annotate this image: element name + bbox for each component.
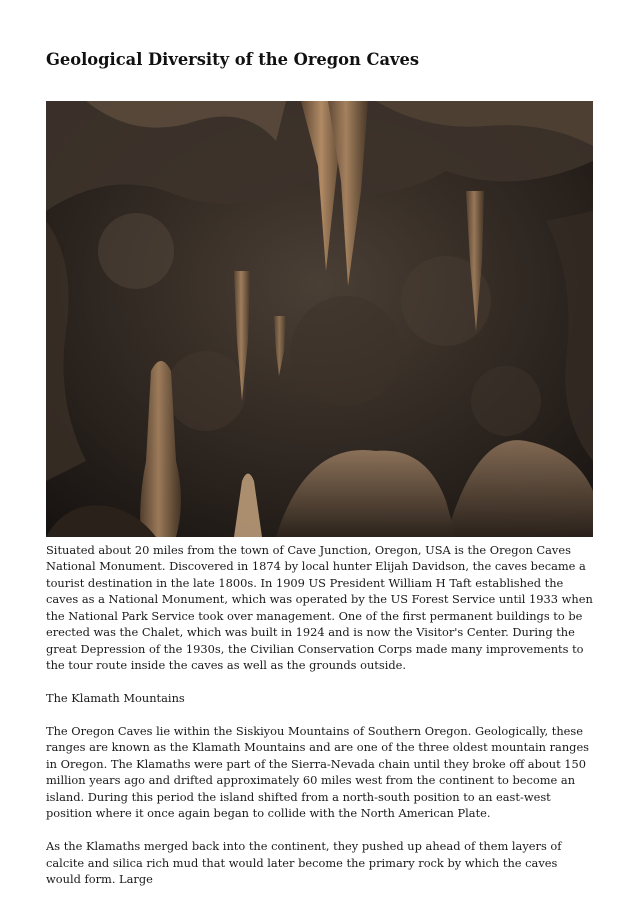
article-body	[46, 542, 594, 904]
page-title: Geological Diversity of the Oregon Caves	[46, 50, 420, 69]
paragraph-merge: As the Klamaths merged back into the continent, they pushed up ahead of them layers of calcite and silica rich mud that would later become the primary rock by which the caves would form. Large	[46, 839, 562, 887]
paragraph-intro: Situated about 20 miles from the town of Cave Junction, Oregon, USA is the Oregon Caves National Monument. Discovered in 1874 by local hunter Elijah Davidson, the caves became a tourist destination in the late 1800s. In 1909 US President William H Taft established the caves as a National Monument, which was operated by the US Forest Service until 1933 when the National Park Service took over management. One of the first permanent buildings to be erected was the Chalet, which was built in 1924 and is now the Visitor's Center. During the great Depression of the 1930s, the Civilian Conservation Corps made many improvements to the tour route inside the caves as well as the grounds outside.	[46, 543, 593, 673]
section-heading-klamath: The Klamath Mountains	[46, 691, 185, 706]
paragraph-klamath: The Oregon Caves lie within the Siskiyou Mountains of Southern Oregon. Geologically, these ranges are known as the Klamath Mountains and are one of the three oldest mountain ranges in Oregon. The Klamaths were part of the Sierra-Nevada chain until they broke off about 150 million years ago and drifted approximately 60 miles west from the continent to become an island. During this period the island shifted from a north-south position to an east-west position where it once again began to collide with the North American Plate.	[46, 723, 590, 821]
cave-photo	[46, 101, 593, 537]
cave-stalactite-photo-icon	[46, 101, 593, 537]
